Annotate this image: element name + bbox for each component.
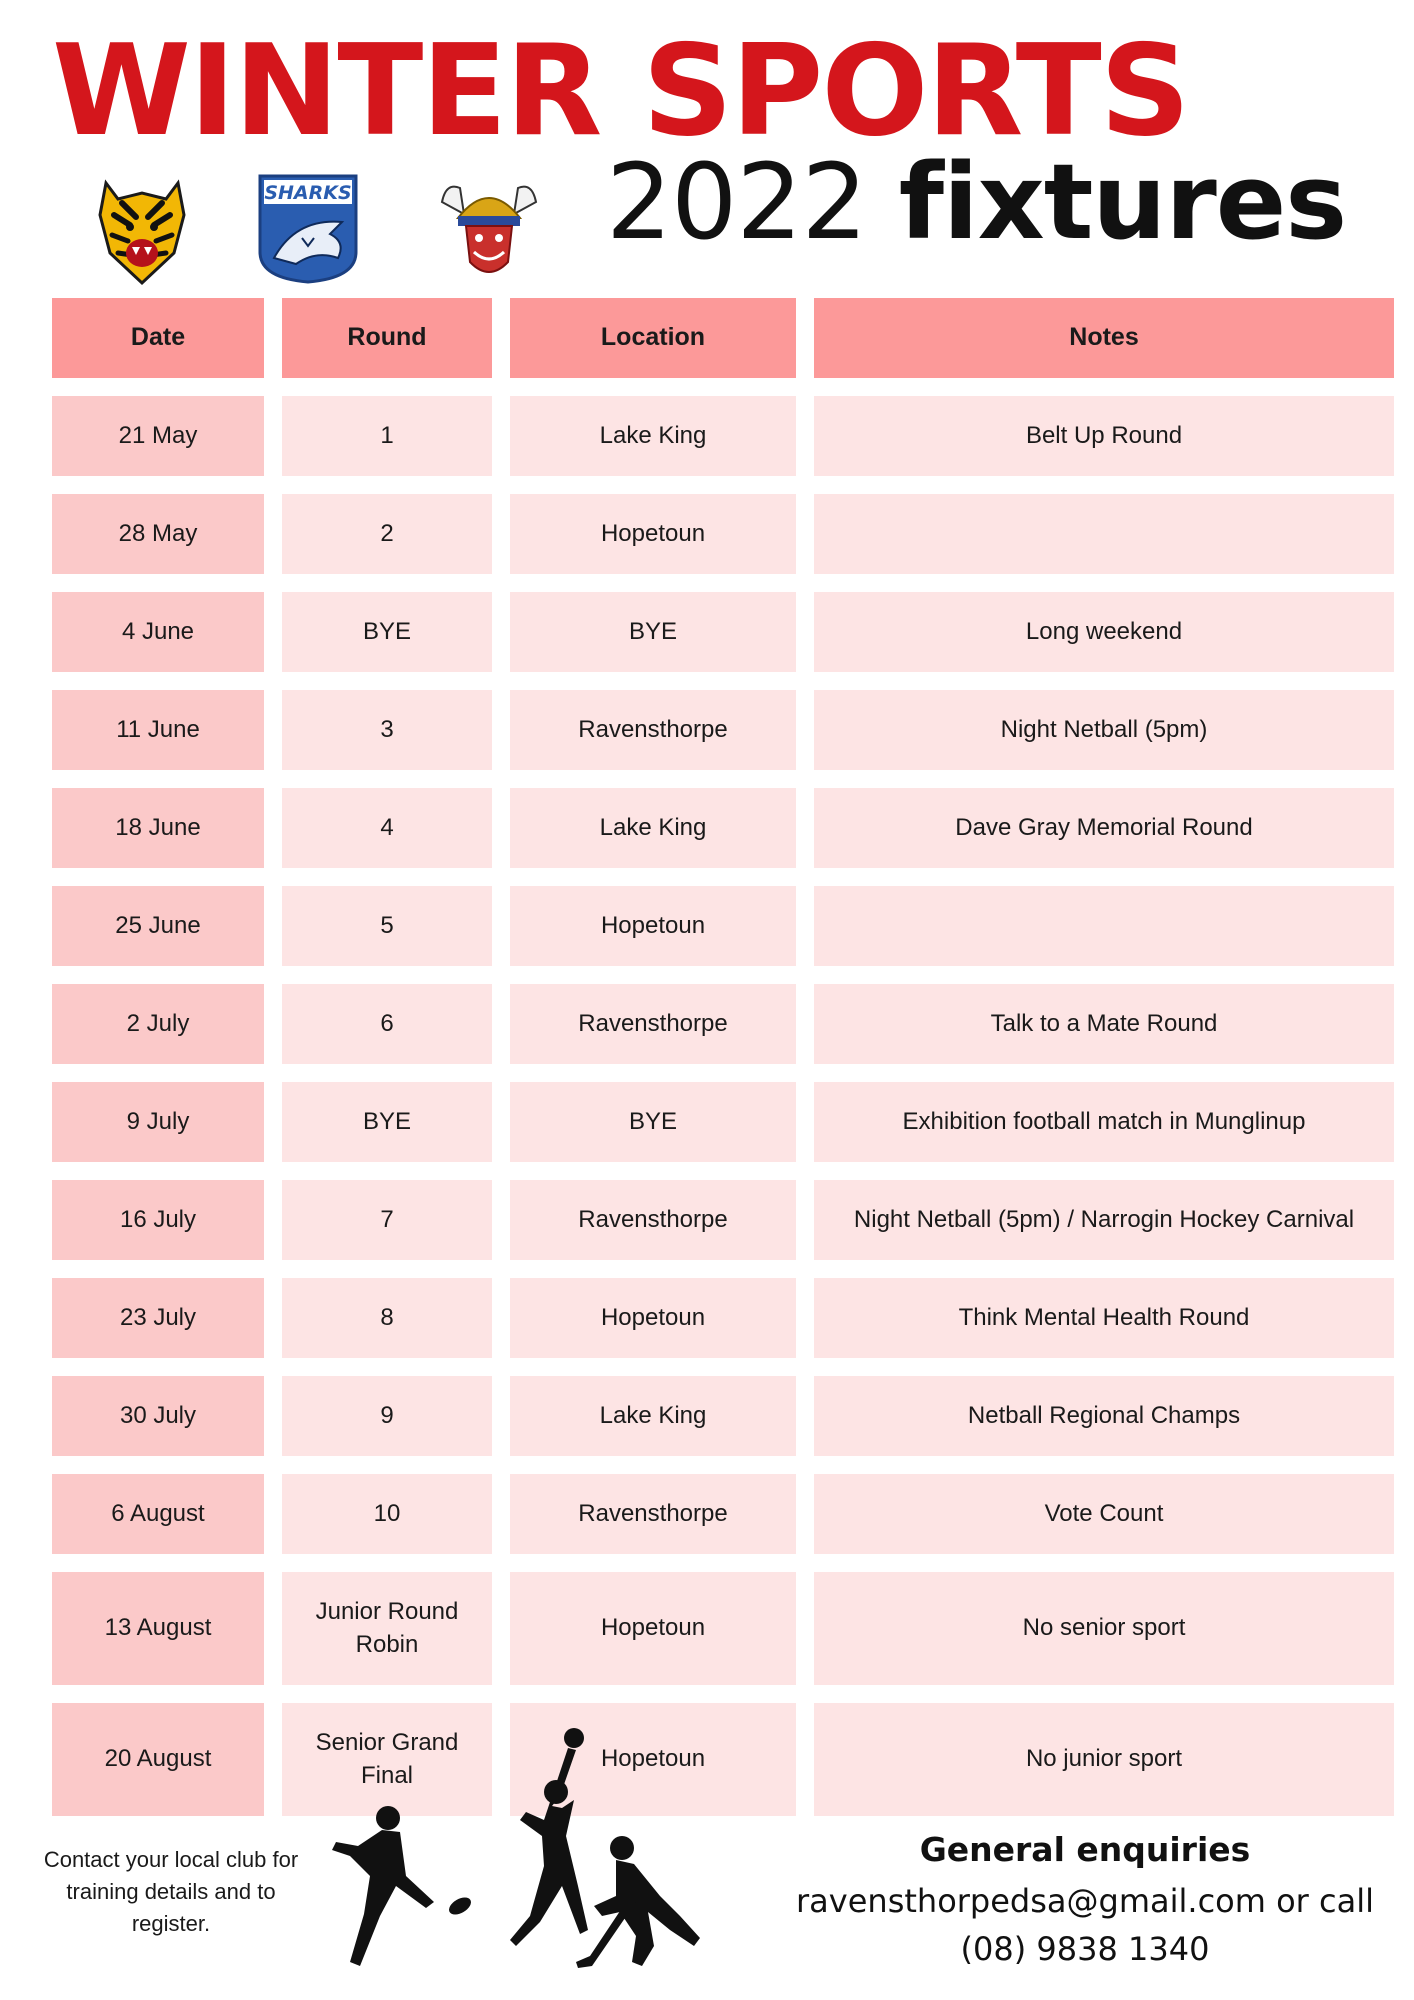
cell-round: 4 <box>282 788 492 868</box>
cell-notes: Night Netball (5pm) <box>814 690 1394 770</box>
cell-date: 28 May <box>52 494 264 574</box>
cell-round: 3 <box>282 690 492 770</box>
cell-notes: No senior sport <box>814 1572 1394 1685</box>
enquiries-phone: (08) 9838 1340 <box>960 1930 1210 1968</box>
cell-round: 8 <box>282 1278 492 1358</box>
cell-notes: Think Mental Health Round <box>814 1278 1394 1358</box>
viking-club-logo-icon <box>436 178 542 286</box>
header-date: Date <box>52 298 264 378</box>
cell-round: 10 <box>282 1474 492 1554</box>
sharks-logo-text: SHARKS <box>264 182 352 204</box>
cell-location: Ravensthorpe <box>510 1474 796 1554</box>
subtitle-word: fixtures <box>898 141 1347 263</box>
cell-location: Ravensthorpe <box>510 690 796 770</box>
cell-notes: Night Netball (5pm) / Narrogin Hockey Carnival <box>814 1180 1394 1260</box>
cell-round: Senior Grand Final <box>282 1703 492 1816</box>
cell-date: 11 June <box>52 690 264 770</box>
cell-date: 16 July <box>52 1180 264 1260</box>
cell-notes: Netball Regional Champs <box>814 1376 1394 1456</box>
cell-date: 23 July <box>52 1278 264 1358</box>
header-location: Location <box>510 298 796 378</box>
cell-round: 9 <box>282 1376 492 1456</box>
header-notes: Notes <box>814 298 1394 378</box>
cell-round: 5 <box>282 886 492 966</box>
cell-date: 9 July <box>52 1082 264 1162</box>
cell-date: 2 July <box>52 984 264 1064</box>
cell-location: Lake King <box>510 788 796 868</box>
cell-date: 13 August <box>52 1572 264 1685</box>
cell-round: 1 <box>282 396 492 476</box>
cell-notes: No junior sport <box>814 1703 1394 1816</box>
cell-date: 6 August <box>52 1474 264 1554</box>
header-round: Round <box>282 298 492 378</box>
cell-date: 25 June <box>52 886 264 966</box>
cell-notes: Long weekend <box>814 592 1394 672</box>
cell-round: BYE <box>282 1082 492 1162</box>
cell-notes: Belt Up Round <box>814 396 1394 476</box>
cell-round: BYE <box>282 592 492 672</box>
cell-location: Hopetoun <box>510 1572 796 1685</box>
cell-location: Ravensthorpe <box>510 984 796 1064</box>
cell-location: Hopetoun <box>510 1703 796 1816</box>
sharks-club-logo-icon <box>256 172 360 284</box>
cell-notes <box>814 494 1394 574</box>
cell-location: Hopetoun <box>510 1278 796 1358</box>
cell-round: Junior Round Robin <box>282 1572 492 1685</box>
cell-date: 20 August <box>52 1703 264 1816</box>
cell-notes: Vote Count <box>814 1474 1394 1554</box>
page-title: WINTER SPORTS <box>52 17 1189 164</box>
cell-notes: Exhibition football match in Munglinup <box>814 1082 1394 1162</box>
cell-location: Lake King <box>510 1376 796 1456</box>
cell-location: Hopetoun <box>510 494 796 574</box>
enquiries-email-line: ravensthorpedsa@gmail.com or call <box>796 1882 1374 1920</box>
cell-notes: Dave Gray Memorial Round <box>814 788 1394 868</box>
cell-round: 7 <box>282 1180 492 1260</box>
cell-round: 2 <box>282 494 492 574</box>
cell-date: 4 June <box>52 592 264 672</box>
cell-location: Lake King <box>510 396 796 476</box>
enquiries-title: General enquiries <box>919 1830 1251 1869</box>
sports-players-silhouettes-icon <box>330 1726 750 1991</box>
tiger-club-logo-icon <box>92 175 192 287</box>
cell-location: BYE <box>510 592 796 672</box>
cell-location: Hopetoun <box>510 886 796 966</box>
cell-date: 21 May <box>52 396 264 476</box>
fixtures-table <box>52 298 1392 1816</box>
cell-round: 6 <box>282 984 492 1064</box>
cell-date: 18 June <box>52 788 264 868</box>
subtitle-year: 2022 <box>606 141 867 263</box>
contact-club-text: Contact your local club for training details and to register. <box>43 1847 299 1936</box>
cell-location: BYE <box>510 1082 796 1162</box>
page-subtitle <box>606 141 1347 263</box>
cell-location: Ravensthorpe <box>510 1180 796 1260</box>
cell-notes: Talk to a Mate Round <box>814 984 1394 1064</box>
cell-notes <box>814 886 1394 966</box>
cell-date: 30 July <box>52 1376 264 1456</box>
